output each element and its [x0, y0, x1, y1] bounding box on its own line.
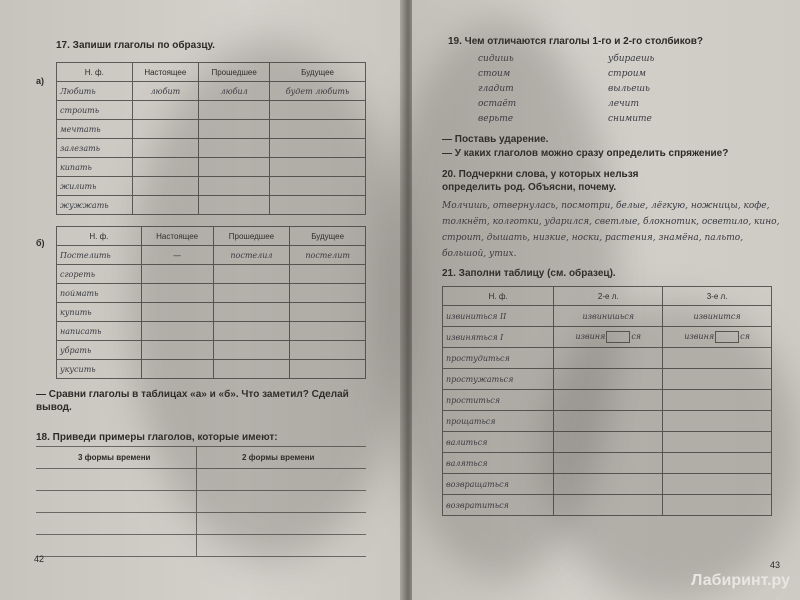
column-2-verb: строим: [608, 69, 647, 79]
answer-cell[interactable]: [290, 303, 366, 322]
table-header-row: [57, 63, 366, 82]
answer-line[interactable]: [36, 535, 366, 557]
infinitive-cell: Любить: [57, 82, 133, 101]
verb-pair: [468, 52, 688, 67]
column-2-verb: убираешь: [608, 54, 655, 64]
answer-cell: извиня ся: [554, 327, 663, 348]
verb-pair: [468, 82, 688, 97]
infinitive-cell: валяться: [443, 453, 554, 474]
answer-cell[interactable]: [213, 265, 290, 284]
answer-line[interactable]: [36, 513, 366, 535]
answer-cell[interactable]: [132, 120, 199, 139]
answer-cell: извиня ся: [663, 327, 772, 348]
column-1-verb: сидишь: [478, 54, 514, 64]
compare-instruction: — Сравни глаголы в таблицах «а» и «б». Что заметил? Сделай вывод.: [36, 389, 349, 413]
table-row: [57, 158, 366, 177]
verb-pair: [468, 97, 688, 112]
answer-line[interactable]: [36, 491, 366, 513]
exercise-18-title: 18. Приведи примеры глаголов, которые имеют:: [36, 432, 278, 443]
answer-cell[interactable]: [132, 139, 199, 158]
answer-cell[interactable]: [132, 101, 199, 120]
exercise-17-title: 17. Запиши глаголы по образцу.: [56, 40, 215, 51]
answer-cell[interactable]: [270, 158, 366, 177]
answer-cell[interactable]: [141, 341, 213, 360]
answer-cell[interactable]: [141, 303, 213, 322]
answer-cell: извинишься: [554, 306, 663, 327]
answer-cell[interactable]: [290, 360, 366, 379]
column-1-verb: верьте: [478, 114, 514, 124]
infinitive-cell: жилить: [57, 177, 133, 196]
infinitive-cell: Постелить: [57, 246, 142, 265]
column-2-verb: лечит: [608, 99, 639, 109]
answer-cell[interactable]: [141, 322, 213, 341]
infinitive-cell: убрать: [57, 341, 142, 360]
column-header: Н. ф.: [57, 63, 133, 82]
answer-cell[interactable]: [554, 369, 663, 390]
answer-cell: любил: [199, 82, 270, 101]
answer-cell[interactable]: [270, 177, 366, 196]
answer-cell[interactable]: [141, 284, 213, 303]
answer-cell[interactable]: [199, 120, 270, 139]
table-row: [57, 101, 366, 120]
infinitive-cell: залезать: [57, 139, 133, 158]
exercise-19-title: 19. Чем отличаются глаголы 1-го и 2-го столбиков?: [448, 36, 703, 47]
table-row: [57, 177, 366, 196]
table-row: [57, 360, 366, 379]
infinitive-cell: извиниться II: [443, 306, 554, 327]
answer-cell[interactable]: [270, 101, 366, 120]
answer-cell[interactable]: [199, 196, 270, 215]
infinitive-cell: мечтать: [57, 120, 133, 139]
answer-cell: будет любить: [270, 82, 366, 101]
answer-cell: любит: [132, 82, 199, 101]
column-header: Прошедшее: [213, 227, 290, 246]
infinitive-cell: прощаться: [443, 411, 554, 432]
answer-cell[interactable]: [663, 474, 772, 495]
column-header: Настоящее: [132, 63, 199, 82]
answer-cell[interactable]: [663, 369, 772, 390]
answer-cell: постелит: [290, 246, 366, 265]
column-header: 3-е л.: [663, 287, 772, 306]
exercise-18-header: [36, 446, 366, 469]
answer-cell[interactable]: [663, 453, 772, 474]
answer-cell[interactable]: [199, 139, 270, 158]
column-1-verb: остаёт: [478, 99, 517, 109]
table-row: [57, 284, 366, 303]
answer-cell[interactable]: [213, 284, 290, 303]
right-page: [412, 0, 800, 600]
table-row: [57, 139, 366, 158]
column-header: Настоящее: [141, 227, 213, 246]
table-row: [443, 369, 772, 390]
table-row: [443, 411, 772, 432]
exercise-21-title: 21. Заполни таблицу (см. образец).: [442, 268, 616, 279]
infinitive-cell: проститься: [443, 390, 554, 411]
answer-cell[interactable]: [290, 322, 366, 341]
infinitive-cell: простужаться: [443, 369, 554, 390]
answer-cell[interactable]: [270, 139, 366, 158]
answer-cell[interactable]: [663, 348, 772, 369]
table-header-row: [443, 287, 772, 306]
column-1-verb: гладит: [478, 84, 514, 94]
infinitive-cell: возвращаться: [443, 474, 554, 495]
table-row: [57, 265, 366, 284]
infinitive-cell: поймать: [57, 284, 142, 303]
answer-cell[interactable]: [554, 348, 663, 369]
table-row: [443, 390, 772, 411]
table-21: [442, 286, 772, 516]
table-row: [443, 432, 772, 453]
table-row: [57, 82, 366, 101]
table-b: [56, 226, 366, 379]
column-header: Н. ф.: [57, 227, 142, 246]
ending-box[interactable]: [715, 331, 739, 343]
answer-cell[interactable]: [141, 265, 213, 284]
answer-cell[interactable]: [290, 284, 366, 303]
answer-cell[interactable]: [554, 390, 663, 411]
answer-cell[interactable]: [213, 341, 290, 360]
conjugation-question: — У каких глаголов можно сразу определить спряжение?: [442, 148, 729, 159]
answer-cell: —: [141, 246, 213, 265]
answer-cell[interactable]: [554, 495, 663, 516]
stress-instruction: — Поставь ударение.: [442, 134, 549, 145]
table-row: [57, 120, 366, 139]
answer-cell[interactable]: [199, 101, 270, 120]
table-header-row: [57, 227, 366, 246]
answer-cell[interactable]: [132, 158, 199, 177]
table-row: [443, 453, 772, 474]
answer-cell[interactable]: [213, 303, 290, 322]
verb-pair: [468, 67, 688, 82]
table-row: [443, 495, 772, 516]
infinitive-cell: валиться: [443, 432, 554, 453]
answer-cell[interactable]: [290, 265, 366, 284]
infinitive-cell: жужжать: [57, 196, 133, 215]
infinitive-cell: извиняться I: [443, 327, 554, 348]
exercise-20-title: 20. Подчеркни слова, у которых нельзя определить род. Объясни, почему.: [442, 169, 639, 193]
table-a-label: а): [36, 76, 45, 86]
answer-cell[interactable]: [554, 474, 663, 495]
answer-cell[interactable]: [213, 322, 290, 341]
infinitive-cell: сгореть: [57, 265, 142, 284]
verb-pair: [468, 112, 688, 127]
answer-line[interactable]: [36, 469, 366, 491]
infinitive-cell: простудиться: [443, 348, 554, 369]
answer-cell[interactable]: [663, 411, 772, 432]
answer-cell[interactable]: [554, 432, 663, 453]
table-row: [57, 322, 366, 341]
infinitive-cell: укусить: [57, 360, 142, 379]
ex18-col1-header: 3 формы времени: [78, 453, 151, 462]
column-header: 2-е л.: [554, 287, 663, 306]
answer-cell: постелил: [213, 246, 290, 265]
exercise-18-lines: [36, 446, 366, 557]
column-header: Прошедшее: [199, 63, 270, 82]
answer-cell[interactable]: [663, 432, 772, 453]
answer-cell[interactable]: [132, 177, 199, 196]
column-divider: [196, 447, 197, 557]
infinitive-cell: кипать: [57, 158, 133, 177]
ex18-col2-header: 2 формы времени: [242, 453, 315, 462]
page-number: 42: [34, 554, 45, 564]
column-2-verb: выльешь: [608, 84, 650, 94]
infinitive-cell: возвратиться: [443, 495, 554, 516]
answer-cell[interactable]: [213, 360, 290, 379]
site-watermark: Лабиринт.ру: [691, 572, 790, 589]
table-row: [443, 348, 772, 369]
answer-cell[interactable]: [270, 120, 366, 139]
page-number: 43: [769, 560, 780, 570]
table-row: [57, 246, 366, 265]
column-2-verb: снимите: [608, 114, 652, 124]
answer-cell[interactable]: [132, 196, 199, 215]
answer-cell[interactable]: [290, 341, 366, 360]
answer-cell[interactable]: [663, 390, 772, 411]
column-header: Н. ф.: [443, 287, 554, 306]
column-1-verb: стоим: [478, 69, 511, 79]
answer-cell[interactable]: [663, 495, 772, 516]
answer-cell[interactable]: [199, 158, 270, 177]
ending-box[interactable]: [606, 331, 630, 343]
answer-cell[interactable]: [141, 360, 213, 379]
answer-cell[interactable]: [199, 177, 270, 196]
exercise-19-columns: [468, 52, 688, 127]
answer-cell[interactable]: [554, 453, 663, 474]
table-row: [57, 303, 366, 322]
infinitive-cell: строить: [57, 101, 133, 120]
table-row: [57, 196, 366, 215]
column-header: Будущее: [290, 227, 366, 246]
column-header: Будущее: [270, 63, 366, 82]
answer-cell[interactable]: [554, 411, 663, 432]
infinitive-cell: написать: [57, 322, 142, 341]
answer-cell[interactable]: [270, 196, 366, 215]
table-row: [443, 474, 772, 495]
exercise-20-words: Молчишь, отвернулась, посмотри, белые, лёгкую, ножницы, кофе, толкнёт, колготки, ударился, светлые, блокнотик, осветило, кино, строит, дышать, низкие, носки, растения, знамёна, пальто, большой, утих.: [442, 201, 780, 259]
answer-cell: извинится: [663, 306, 772, 327]
table-row: [443, 306, 772, 327]
table-b-label: б): [36, 238, 45, 248]
table-a: [56, 62, 366, 215]
table-row: [57, 341, 366, 360]
table-row: [443, 327, 772, 348]
infinitive-cell: купить: [57, 303, 142, 322]
